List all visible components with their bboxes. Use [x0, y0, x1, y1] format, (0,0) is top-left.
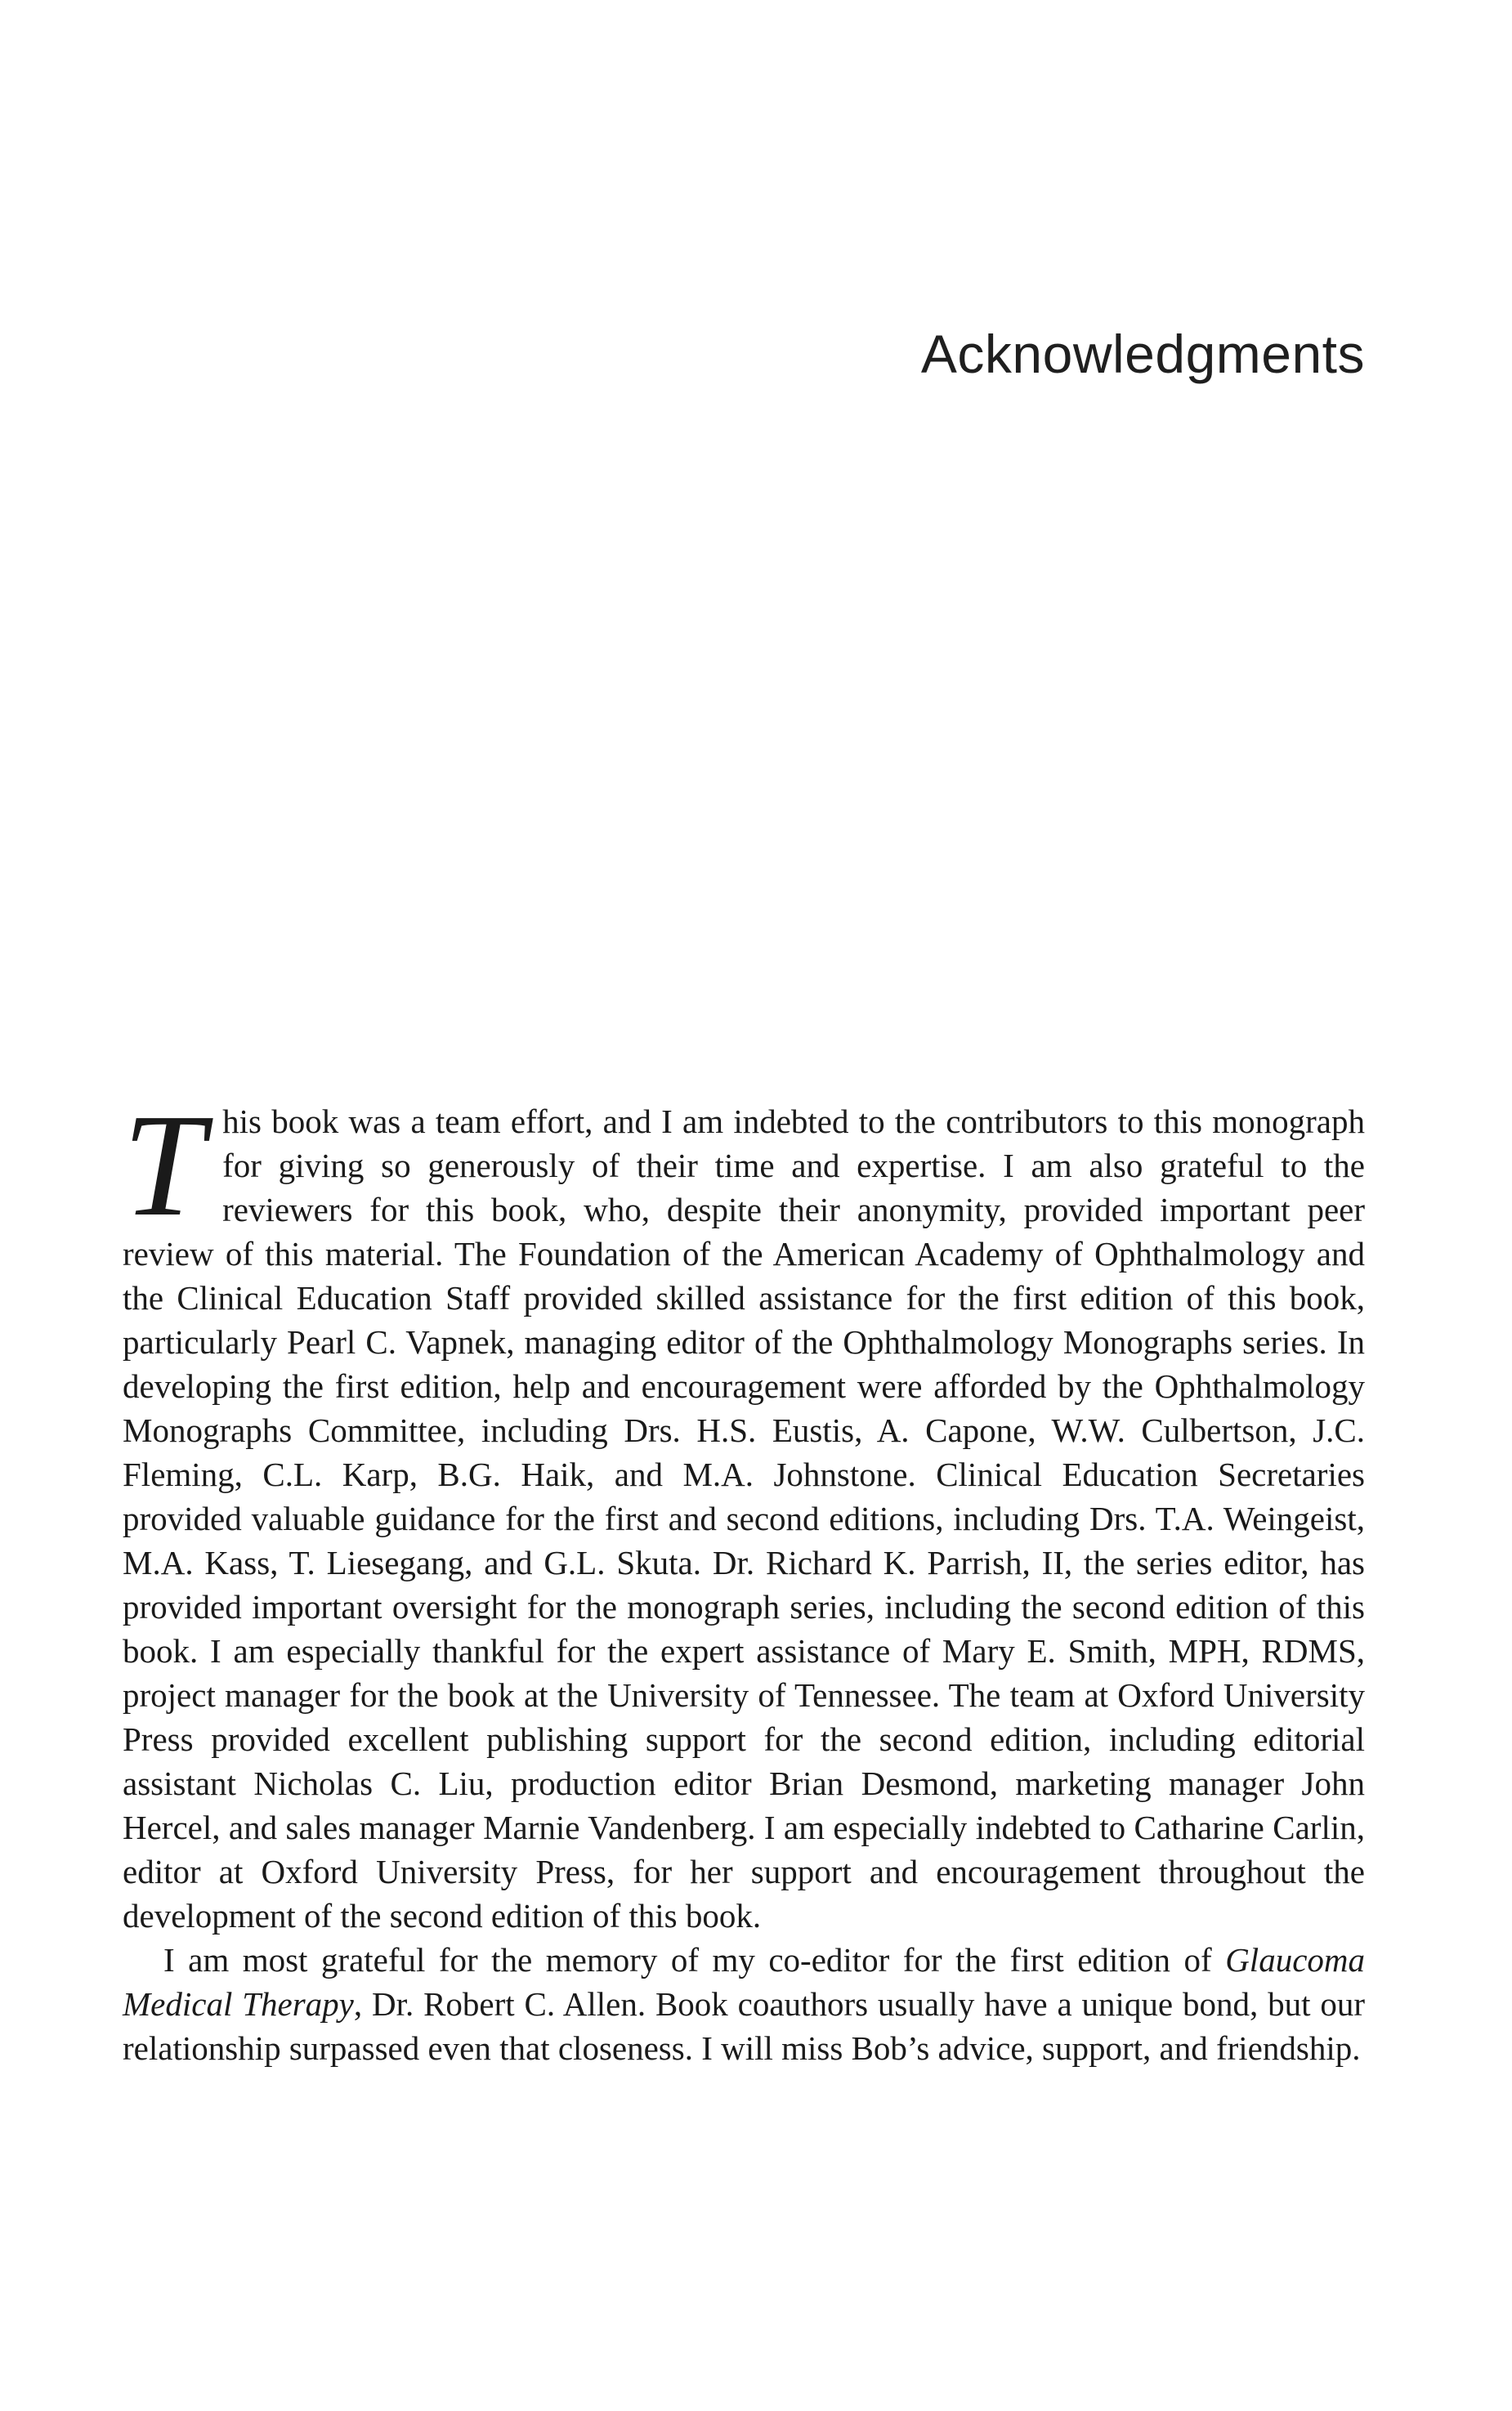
page-title: Acknowledgments — [920, 324, 1365, 384]
drop-cap: T — [123, 1084, 205, 1246]
paragraph-2 — [123, 1938, 1365, 2070]
paragraph-1 — [123, 1084, 1365, 1938]
book-title: Glaucoma Medical Therapy — [123, 1941, 1365, 2023]
paragraph-2-lead: I am most grateful for the memory of my co-editor for the first edition of — [163, 1941, 1226, 1979]
paragraph-1-text: his book was a team effort, and I am indebted to the contributors to this monograph for giving so generously of their time and expertise. I am also grateful to the reviewers for this book, who, despite their anonymity, provided important peer review of this material. The Foundation of the American Academy of Ophthalmology and the Clinical Education Staff provided skilled assistance for the first edition of this book, particularly Pearl C. Vapnek, managing editor of the Ophthalmology Monographs series. In developing the first edition, help and encouragement were afforded by the Ophthalmology Monographs Committee, including Drs. H.S. Eustis, A. Capone, W.W. Culbertson, J.C. Fleming, C.L. Karp, B.G. Haik, and M.A. Johnstone. Clinical Education Secretaries provided valuable guidance for the first and second editions, including Drs. T.A. Weingeist, M.A. Kass, T. Liesegang, and G.L. Skuta. Dr. Richard K. Parrish, II, the series editor, has provided important oversight for the monograph series, including the second edition of this book. I am especially thankful for the expert assistance of Mary E. Smith, MPH, RDMS, project manager for the book at the University of Tennessee. The team at Oxford University Press provided excellent publishing support for the second edition, including editorial assistant Nicholas C. Liu, production editor Brian Desmond, marketing manager John Hercel, and sales manager Marnie Vandenberg. I am especially indebted to Catharine Carlin, editor at Oxford University Press, for her support and encouragement throughout the development of the second edition of this book. — [123, 1103, 1365, 1935]
acknowledgments-body — [123, 1084, 1366, 2070]
paragraph-2-rest: , Dr. Robert C. Allen. Book coauthors usually have a unique bond, but our relationship surpassed even that closeness. I will miss Bob’s advice, support, and friendship. — [123, 1985, 1366, 2067]
